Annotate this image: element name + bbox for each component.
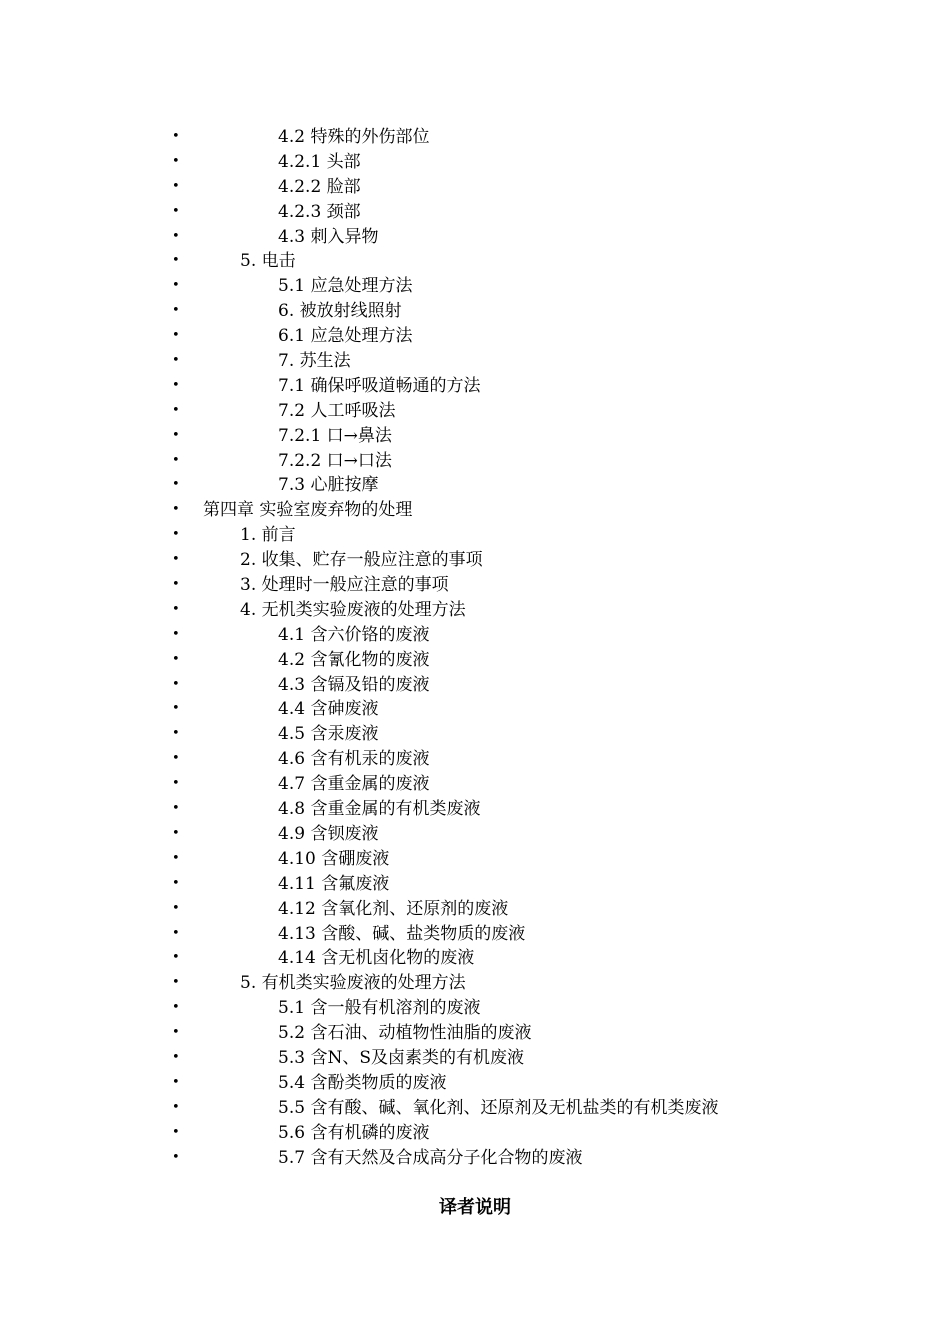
toc-item[interactable] bbox=[0, 374, 950, 399]
toc-entry-text: 6.1 应急处理方法 bbox=[278, 326, 413, 347]
bullet-icon: • bbox=[172, 726, 180, 742]
toc-entry-text: 7.3 心脏按摩 bbox=[278, 475, 379, 496]
bullet-icon: • bbox=[172, 502, 180, 518]
toc-item[interactable] bbox=[0, 573, 950, 598]
toc-entry-text: 4.11 含氟废液 bbox=[278, 873, 390, 894]
toc-item[interactable] bbox=[0, 523, 950, 548]
bullet-icon: • bbox=[172, 1099, 180, 1115]
toc-item[interactable] bbox=[0, 946, 950, 971]
toc-entry-text: 4.2 特殊的外伤部位 bbox=[278, 127, 430, 147]
toc-entry-text: 1. 前言 bbox=[240, 525, 296, 546]
toc-entry-text: 5.7 含有天然及合成高分子化合物的废液 bbox=[278, 1147, 583, 1168]
toc-entry-text: 4.2.1 头部 bbox=[278, 151, 361, 172]
toc-entry-text: 7. 苏生法 bbox=[278, 351, 351, 372]
toc-item[interactable] bbox=[0, 971, 950, 996]
toc-item[interactable] bbox=[0, 897, 950, 922]
toc-item[interactable] bbox=[0, 598, 950, 623]
toc-entry-text: 4.2.3 颈部 bbox=[278, 201, 361, 222]
bullet-icon: • bbox=[172, 601, 180, 617]
toc-entry-text: 4.4 含砷废液 bbox=[278, 699, 379, 720]
toc-entry-text: 7.1 确保呼吸道畅通的方法 bbox=[278, 375, 481, 396]
bullet-icon: • bbox=[172, 377, 180, 393]
toc-item[interactable] bbox=[0, 1146, 950, 1171]
toc-entry-text: 第四章 实验室废弃物的处理 bbox=[203, 500, 413, 521]
toc-entry-text: 4.1 含六价铬的废液 bbox=[278, 624, 430, 645]
bullet-icon: • bbox=[172, 1049, 180, 1065]
toc-item[interactable] bbox=[0, 299, 950, 324]
toc-item[interactable] bbox=[0, 772, 950, 797]
bullet-icon: • bbox=[172, 577, 180, 593]
toc-item[interactable] bbox=[0, 324, 950, 349]
bullet-icon: • bbox=[172, 626, 180, 642]
toc-entry-text: 4.2.2 脸部 bbox=[278, 176, 361, 197]
bullet-icon: • bbox=[172, 676, 180, 692]
toc-entry-text: 4.6 含有机汞的废液 bbox=[278, 749, 430, 770]
bullet-icon: • bbox=[172, 353, 180, 369]
toc-entry-text: 6. 被放射线照射 bbox=[278, 301, 402, 322]
toc-item[interactable] bbox=[0, 722, 950, 747]
toc-entry-text: 4.7 含重金属的废液 bbox=[278, 774, 430, 795]
toc-item[interactable] bbox=[0, 225, 950, 250]
toc-item[interactable] bbox=[0, 648, 950, 673]
bullet-icon: • bbox=[172, 203, 180, 219]
bullet-icon: • bbox=[172, 701, 180, 717]
bullet-icon: • bbox=[172, 153, 180, 169]
toc-entry-text: 4.3 刺入异物 bbox=[278, 226, 379, 247]
bullet-icon: • bbox=[172, 900, 180, 916]
toc-item[interactable] bbox=[0, 1071, 950, 1096]
bullet-icon: • bbox=[172, 825, 180, 841]
toc-item[interactable] bbox=[0, 697, 950, 722]
toc-entry-text: 7.2.2 口→口法 bbox=[278, 450, 392, 471]
toc-item[interactable] bbox=[0, 274, 950, 299]
bullet-icon: • bbox=[172, 801, 180, 817]
bullet-icon: • bbox=[172, 1074, 180, 1090]
toc-entry-text: 4.12 含氧化剂、还原剂的废液 bbox=[278, 898, 509, 919]
bullet-icon: • bbox=[172, 850, 180, 866]
bullet-icon: • bbox=[172, 552, 180, 568]
toc-item[interactable] bbox=[0, 249, 950, 274]
bullet-icon: • bbox=[172, 925, 180, 941]
toc-item[interactable] bbox=[0, 623, 950, 648]
toc-entry-text: 3. 处理时一般应注意的事项 bbox=[240, 575, 449, 596]
toc-item[interactable] bbox=[0, 822, 950, 847]
toc-item[interactable] bbox=[0, 473, 950, 498]
toc-item[interactable] bbox=[0, 449, 950, 474]
toc-item[interactable] bbox=[0, 399, 950, 424]
bullet-icon: • bbox=[172, 1124, 180, 1140]
bullet-icon: • bbox=[172, 129, 180, 144]
toc-entry-text: 5.2 含石油、动植物性油脂的废液 bbox=[278, 1023, 532, 1044]
bullet-icon: • bbox=[172, 776, 180, 792]
toc-entry-text: 5.5 含有酸、碱、氧化剂、还原剂及无机盐类的有机类废液 bbox=[278, 1097, 719, 1118]
toc-entry-text: 5. 电击 bbox=[240, 251, 296, 272]
toc-entry-text: 4.9 含钡废液 bbox=[278, 823, 379, 844]
bullet-icon: • bbox=[172, 228, 180, 244]
toc-item[interactable] bbox=[0, 1046, 950, 1071]
toc-item[interactable] bbox=[0, 548, 950, 573]
bullet-icon: • bbox=[172, 477, 180, 493]
toc-entry-text: 5.1 应急处理方法 bbox=[278, 276, 413, 297]
bullet-icon: • bbox=[172, 303, 180, 319]
bullet-icon: • bbox=[172, 328, 180, 344]
toc-entry-text: 5.3 含N、S及卤素类的有机废液 bbox=[278, 1047, 524, 1068]
toc-item[interactable] bbox=[0, 673, 950, 698]
toc-item[interactable] bbox=[0, 1121, 950, 1146]
table-of-contents bbox=[0, 125, 950, 1170]
bullet-icon: • bbox=[172, 178, 180, 194]
bullet-icon: • bbox=[172, 651, 180, 667]
toc-entry-text: 4.14 含无机卤化物的废液 bbox=[278, 948, 475, 969]
toc-entry-text: 5.6 含有机磷的废液 bbox=[278, 1122, 430, 1143]
toc-item[interactable] bbox=[0, 175, 950, 200]
bullet-icon: • bbox=[172, 1025, 180, 1041]
toc-entry-text: 4.3 含镉及铅的废液 bbox=[278, 674, 430, 695]
toc-entry-text: 4.2 含氰化物的废液 bbox=[278, 649, 430, 670]
toc-entry-text: 7.2.1 口→鼻法 bbox=[278, 425, 392, 446]
toc-entry-text: 4.5 含汞废液 bbox=[278, 724, 379, 745]
toc-item[interactable] bbox=[0, 200, 950, 225]
bullet-icon: • bbox=[172, 278, 180, 294]
bullet-icon: • bbox=[172, 975, 180, 991]
toc-entry-text: 5.1 含一般有机溶剂的废液 bbox=[278, 998, 481, 1019]
bullet-icon: • bbox=[172, 950, 180, 966]
toc-item[interactable] bbox=[0, 797, 950, 822]
bullet-icon: • bbox=[172, 427, 180, 443]
bullet-icon: • bbox=[172, 402, 180, 418]
bullet-icon: • bbox=[172, 751, 180, 767]
toc-entry-text: 4.10 含硼废液 bbox=[278, 848, 390, 869]
toc-entry-text: 4.13 含酸、碱、盐类物质的废液 bbox=[278, 923, 526, 944]
bullet-icon: • bbox=[172, 527, 180, 543]
toc-entry-text: 7.2 人工呼吸法 bbox=[278, 400, 396, 421]
toc-item[interactable] bbox=[0, 498, 950, 523]
bullet-icon: • bbox=[172, 1000, 180, 1016]
toc-item[interactable] bbox=[0, 1096, 950, 1121]
toc-item[interactable] bbox=[0, 1021, 950, 1046]
bullet-icon: • bbox=[172, 452, 180, 468]
toc-item[interactable] bbox=[0, 996, 950, 1021]
toc-item[interactable] bbox=[0, 747, 950, 772]
toc-entry-text: 4. 无机类实验废液的处理方法 bbox=[240, 599, 466, 620]
toc-item[interactable] bbox=[0, 424, 950, 449]
toc-entry-text: 5. 有机类实验废液的处理方法 bbox=[240, 973, 466, 994]
toc-item[interactable] bbox=[0, 872, 950, 897]
toc-item[interactable] bbox=[0, 125, 950, 150]
toc-entry-text: 2. 收集、贮存一般应注意的事项 bbox=[240, 550, 483, 571]
toc-item[interactable] bbox=[0, 349, 950, 374]
toc-entry-text: 4.8 含重金属的有机类废液 bbox=[278, 799, 481, 820]
bullet-icon: • bbox=[172, 253, 180, 269]
toc-entry-text: 5.4 含酚类物质的废液 bbox=[278, 1072, 447, 1093]
toc-item[interactable] bbox=[0, 922, 950, 947]
bullet-icon: • bbox=[172, 875, 180, 891]
toc-item[interactable] bbox=[0, 150, 950, 175]
bullet-icon: • bbox=[172, 1149, 180, 1165]
toc-item[interactable] bbox=[0, 847, 950, 872]
section-title: 译者说明 bbox=[439, 1197, 511, 1218]
